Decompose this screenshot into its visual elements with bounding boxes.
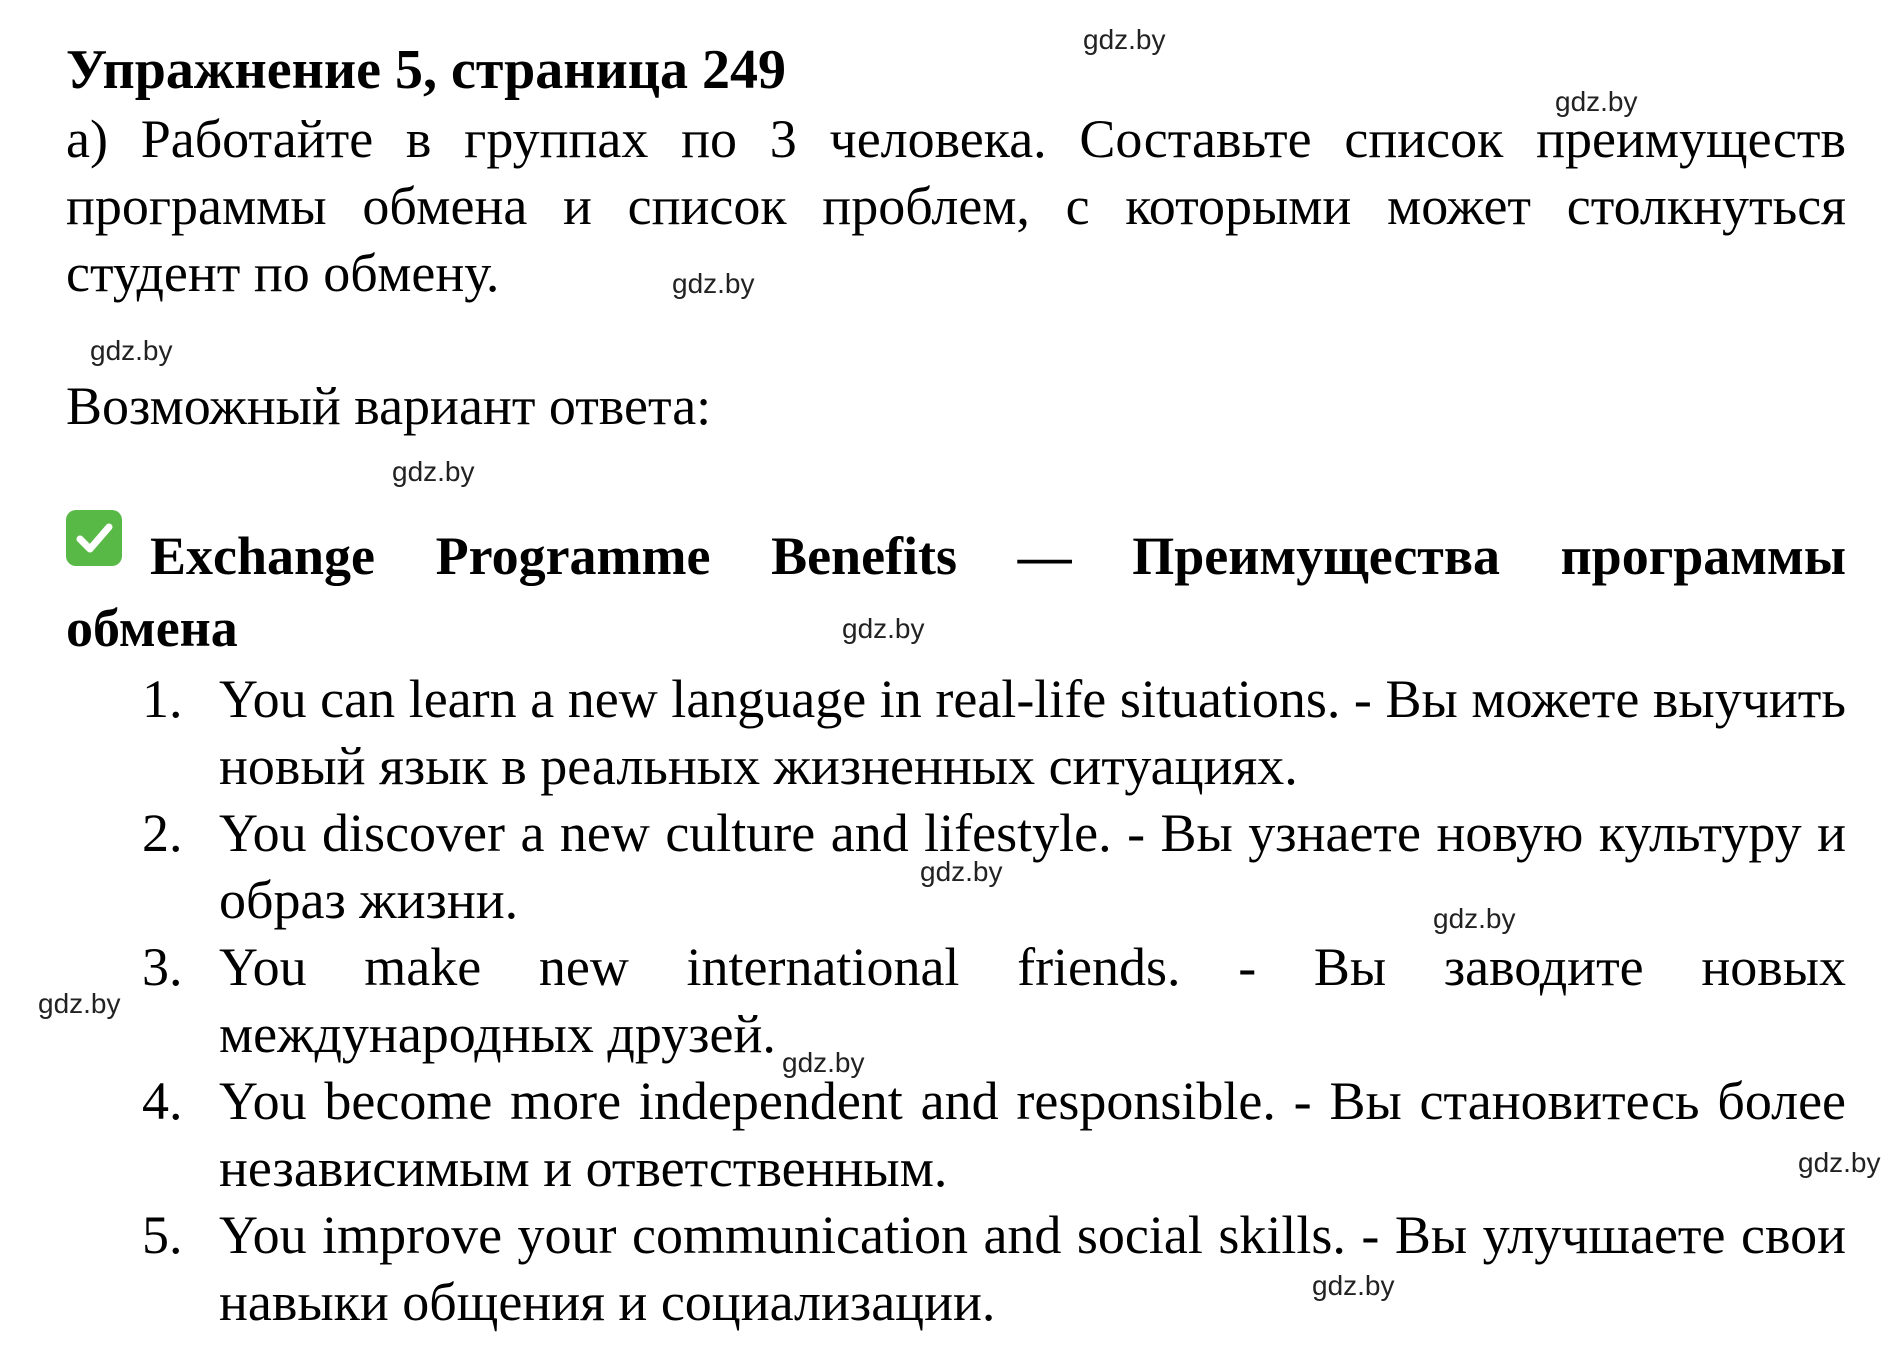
- item-number: 2.: [142, 803, 183, 863]
- watermark: gdz.by: [920, 856, 1003, 887]
- item-text: You improve your communication and social skills. - Вы улучшаете свои навыки общения и социализации.: [219, 1205, 1846, 1332]
- list-item: [66, 1068, 1846, 1202]
- benefits-list: [66, 666, 1846, 1336]
- item-number: 3.: [142, 937, 183, 997]
- item-text: You become more independent and responsible. - Вы становитесь более независимым и ответственным.: [219, 1071, 1846, 1198]
- item-number: 1.: [142, 669, 183, 729]
- check-mark-icon: [66, 510, 122, 566]
- list-item: [66, 1202, 1846, 1336]
- watermark: gdz.by: [38, 988, 121, 1019]
- watermark: gdz.by: [672, 268, 755, 299]
- watermark: gdz.by: [1433, 903, 1516, 934]
- exercise-title: Упражнение 5, страница 249: [66, 39, 787, 101]
- watermark: gdz.by: [782, 1047, 865, 1078]
- watermark: gdz.by: [1798, 1147, 1881, 1178]
- item-text: You can learn a new language in real-life situations. - Вы можете выучить новый язык в реальных жизненных ситуациях.: [219, 669, 1846, 796]
- watermark: gdz.by: [1083, 24, 1166, 55]
- watermark: gdz.by: [90, 335, 173, 366]
- watermark: gdz.by: [842, 613, 925, 644]
- item-text: You make new international friends. - Вы заводите новых международных друзей.: [219, 937, 1846, 1064]
- task-text: а) Работайте в группах по 3 человека. Составьте список преимуществ программы обмена и список проблем, с которыми может столкнуться студент по обмену.: [66, 109, 1846, 303]
- watermark: gdz.by: [1555, 86, 1638, 117]
- section-heading: [66, 510, 1846, 664]
- list-item: [66, 934, 1846, 1068]
- answer-label: Возможный вариант ответа:: [66, 376, 712, 436]
- section-heading-text: Exchange Programme Benefits — Преимущества программы обмена: [66, 526, 1846, 658]
- item-number: 5.: [142, 1205, 183, 1265]
- watermark: gdz.by: [392, 456, 475, 487]
- item-number: 4.: [142, 1071, 183, 1131]
- watermark: gdz.by: [1312, 1270, 1395, 1301]
- item-text: You discover a new culture and lifestyle. - Вы узнаете новую культуру и образ жизни.: [219, 803, 1846, 930]
- document-page: [66, 34, 1846, 1336]
- list-item: [66, 666, 1846, 800]
